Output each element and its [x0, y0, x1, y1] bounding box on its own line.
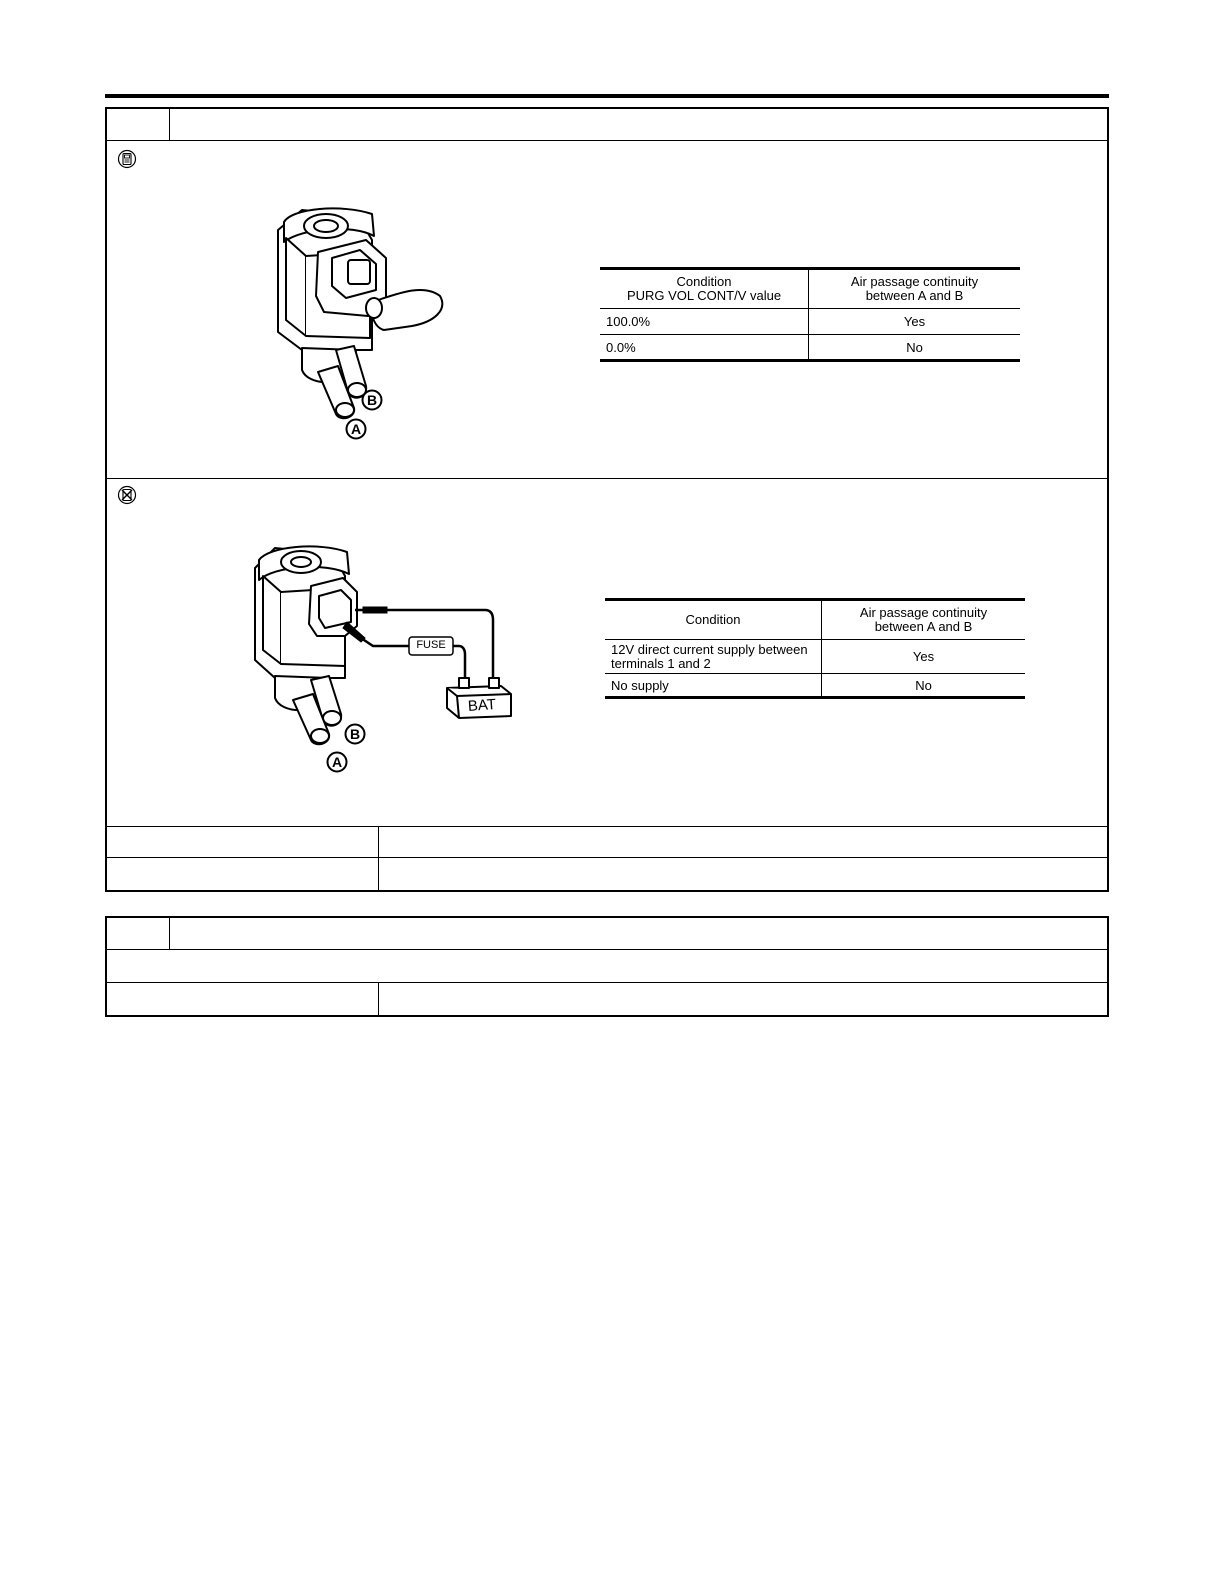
step-header-divider	[106, 949, 1108, 950]
result-col-divider	[378, 827, 379, 890]
result-col-divider	[378, 983, 379, 1015]
step-number-divider	[169, 917, 170, 949]
result-row-divider-2	[106, 857, 1108, 858]
port-a-text: A	[331, 754, 343, 770]
table2-header-continuity-text: Air passage continuity between A and B	[859, 605, 988, 634]
table2-cell-condition	[605, 640, 822, 674]
table2-cell-continuity: Yes	[822, 640, 1026, 674]
port-b-label	[344, 723, 366, 745]
purge-valve-battery-figure	[245, 540, 525, 780]
table2-cell-condition-text: 12V direct current supply between terminals 1 and 2	[611, 641, 808, 671]
table1-cell-condition: 100.0%	[600, 309, 809, 335]
result-row-divider-1	[106, 826, 1108, 827]
table-row	[600, 335, 1020, 361]
port-b-text: B	[349, 726, 361, 742]
table-row	[605, 640, 1025, 674]
table1-cell-condition: 0.0%	[600, 335, 809, 361]
fuse-label: FUSE	[416, 639, 446, 651]
table2-header-condition-text: Condition	[685, 612, 741, 627]
table-row	[600, 309, 1020, 335]
off-board-icon	[117, 485, 137, 505]
port-b-text: B	[366, 392, 378, 408]
step-header-divider	[106, 140, 1108, 141]
step-number-divider	[169, 108, 170, 140]
table2-cell-condition: No supply	[605, 674, 822, 698]
table1-header-condition	[600, 269, 809, 309]
table-row	[605, 674, 1025, 698]
direct-current-condition-table	[605, 598, 1025, 699]
table2-cell-continuity: No	[915, 677, 932, 693]
table1-header-continuity-text: Air passage continuity between A and B	[850, 274, 979, 303]
port-a-label	[326, 751, 348, 773]
table1-header-continuity	[809, 269, 1021, 309]
on-board-icon	[117, 149, 137, 169]
next-step-box	[105, 916, 1109, 1017]
table1-cell-continuity: Yes	[809, 309, 1021, 335]
header-rule	[105, 94, 1109, 98]
port-b-label	[361, 389, 383, 411]
battery-label: BAT	[467, 696, 497, 715]
purge-volume-condition-table	[600, 267, 1020, 362]
port-a-label	[345, 418, 367, 440]
purge-valve-figure	[262, 200, 452, 450]
section-divider	[106, 478, 1108, 479]
table1-cell-continuity: No	[906, 339, 923, 355]
result-row-divider	[106, 982, 1108, 983]
port-a-text: A	[350, 421, 362, 437]
table2-header-condition	[605, 600, 822, 640]
table1-header-condition-text: Condition PURG VOL CONT/V value	[626, 274, 782, 303]
table2-header-continuity	[822, 600, 1026, 640]
